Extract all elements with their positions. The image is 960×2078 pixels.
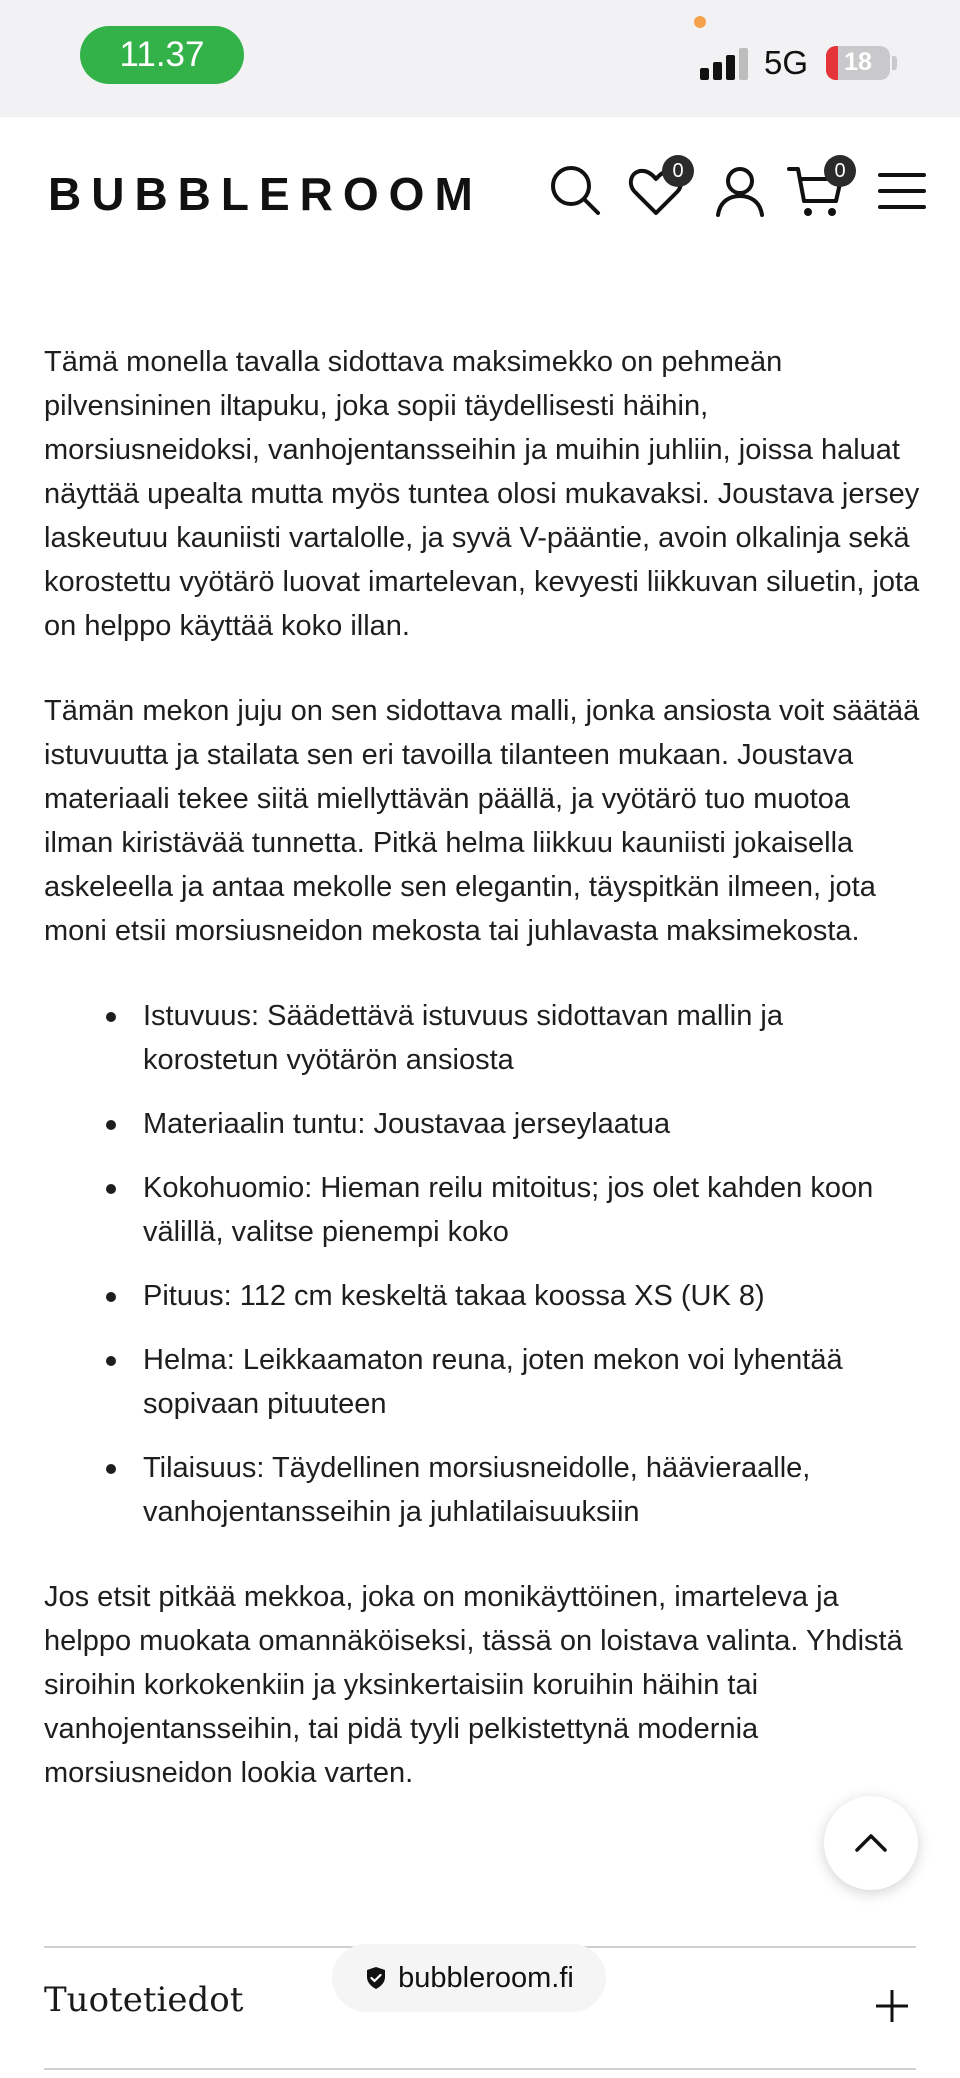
battery-level: 18 — [844, 48, 872, 76]
product-description — [44, 340, 924, 1836]
list-item: Materiaalin tuntu: Joustavaa jerseylaatua — [44, 1102, 924, 1146]
list-item: Pituus: 112 cm keskeltä takaa koossa XS (UK 8) — [44, 1274, 924, 1318]
status-bar — [0, 0, 960, 116]
wishlist-count-badge: 0 — [662, 155, 694, 187]
status-time: 11.37 — [80, 26, 244, 84]
user-icon[interactable] — [710, 161, 770, 221]
brand-logo[interactable]: BUBBLEROOM — [48, 168, 483, 220]
cart-button[interactable] — [786, 161, 846, 221]
network-type: 5G — [764, 44, 809, 81]
scroll-to-top-button[interactable] — [824, 1796, 918, 1890]
list-item: Tilaisuus: Täydellinen morsiusneidolle, häävieraalle, vanhojentansseihin ja juhlatilaisuuksiin — [44, 1446, 924, 1534]
list-item: Istuvuus: Säädettävä istuvuus sidottavan mallin ja korostetun vyötärön ansiosta — [44, 994, 924, 1082]
wishlist-button[interactable] — [626, 161, 686, 221]
cart-count-badge: 0 — [824, 155, 856, 187]
chevron-up-icon — [851, 1823, 891, 1863]
url-text: bubbleroom.fi — [398, 1961, 574, 1994]
feature-list — [44, 994, 924, 1534]
list-item: Helma: Leikkaamaton reuna, joten mekon voi lyhentää sopivaan pituuteen — [44, 1338, 924, 1426]
description-paragraph-2: Tämän mekon juju on sen sidottava malli, jonka ansiosta voit säätää istuvuutta ja stailata sen eri tavoilla tilanteen mukaan. Joustava materiaali tekee siitä miellyttävän päällä, ja vyötärö tuo muotoa ilman kiristävää tunnetta. Pitkä helma liikkuu kauniisti jokaisella askeleella ja antaa mekolle sen elegantin, täyspitkän ilmeen, jota moni etsii morsiusneidon mekosta tai juhlavasta maksimekosta. — [44, 695, 920, 947]
site-header — [0, 116, 960, 222]
signal-icon — [700, 48, 752, 80]
battery-tip — [892, 56, 897, 70]
description-paragraph-3: Jos etsit pitkää mekkoa, joka on monikäyttöinen, imarteleva ja helppo muokata omannäköiseksi, tässä on loistava valinta. Yhdistä siroihin korkokenkiin ja yksinkertaisiin koruihin häihin tai vanhojentansseihin, tai pidä tyyli pelkistettynä modernia morsiusneidon lookia varten. — [44, 1581, 903, 1789]
accordion-divider-bottom — [44, 2068, 916, 2070]
menu-icon[interactable] — [872, 161, 932, 221]
plus-icon[interactable] — [874, 1988, 910, 2024]
search-icon[interactable] — [546, 161, 606, 221]
accordion-title-product-details[interactable]: Tuotetiedot — [44, 1980, 244, 2020]
description-paragraph-1: Tämä monella tavalla sidottava maksimekko on pehmeän pilvensininen iltapuku, joka sopii täydellisesti häihin, morsiusneidoksi, vanhojentansseihin ja muihin juhliin, joissa haluat näyttää upealta mutta myös tuntea olosi mukavaksi. Joustava jersey laskeutuu kauniisti vartalolle, ja syvä V-pääntie, avoin olkalinja sekä korostettu vyötärö luovat imartelevan, kevyesti liikkuvan siluetin, jota on helppo käyttää koko illan. — [44, 346, 920, 642]
browser-url-bar[interactable] — [332, 1944, 606, 2012]
battery-icon — [826, 46, 890, 80]
privacy-indicator — [694, 16, 706, 28]
list-item: Kokohuomio: Hieman reilu mitoitus; jos olet kahden koon välillä, valitse pienempi koko — [44, 1166, 924, 1254]
verified-shield-icon — [364, 1966, 388, 1990]
